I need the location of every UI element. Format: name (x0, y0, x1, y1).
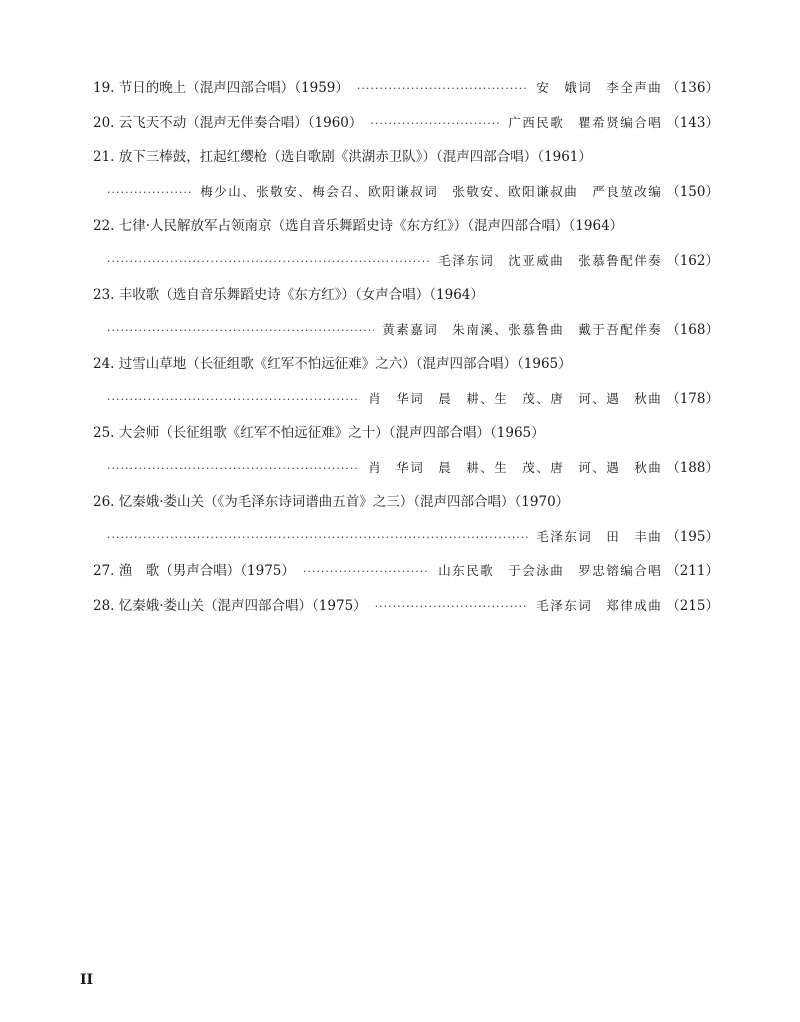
toc-entry[interactable] (93, 214, 719, 249)
entry-title: 28. 忆秦娥·娄山关（混声四部合唱）（1975） (93, 597, 367, 614)
dot-leader (107, 531, 528, 544)
toc-entry[interactable] (93, 352, 719, 387)
toc-entry[interactable] (93, 283, 719, 318)
entry-credit: 毛泽东词 沈亚威曲 张慕鲁配伴奏 (438, 252, 663, 268)
entry-title: 25. 大会师（长征组歌《红军不怕远征难》之十）（混声四部合唱）（1965） (93, 425, 545, 441)
entry-title: 21. 放下三棒鼓，扛起红缨枪（选自歌剧《洪湖赤卫队》）（混声四部合唱）（1961） (93, 149, 592, 165)
toc-entry[interactable] (93, 421, 719, 456)
entry-credit: 毛泽东词 田 丰曲 (536, 528, 663, 544)
toc-entry-continuation[interactable] (93, 318, 719, 353)
entry-credit: 肖 华词 晨 耕、生 茂、唐 诃、遇 秋曲 (368, 390, 663, 406)
entry-credit: 毛泽东词 郑律成曲 (536, 597, 663, 613)
entry-page: （215） (666, 597, 719, 614)
entry-page: （211） (666, 563, 719, 579)
toc-entry[interactable] (93, 111, 719, 146)
entry-title: 24. 过雪山草地（长征组歌《红军不怕远征难》之六）（混声四部合唱）（1965） (93, 356, 572, 372)
toc-entry[interactable] (93, 594, 719, 629)
entry-credit: 广西民歌 瞿希贤编合唱 (508, 114, 663, 130)
toc-entry-continuation[interactable] (93, 387, 719, 422)
toc-entry[interactable] (93, 490, 719, 525)
toc-entry-continuation[interactable] (93, 525, 719, 560)
entry-credit: 山东民歌 于会泳曲 罗忠镕编合唱 (438, 563, 663, 578)
dot-leader (303, 565, 430, 578)
entry-title: 23. 丰收歌（选自音乐舞蹈史诗《东方红》）（女声合唱）（1964） (93, 287, 484, 303)
entry-page: （178） (666, 390, 719, 407)
dot-leader (375, 600, 529, 613)
entry-credit: 安 娥词 李全声曲 (536, 80, 663, 95)
entry-title: 27. 渔 歌（男声合唱）（1975） (93, 563, 295, 579)
dot-leader (107, 255, 430, 268)
entry-title: 26. 忆秦娥·娄山关（《为毛泽东诗词谱曲五首》之三）（混声四部合唱）（1970） (93, 494, 570, 510)
toc-entry[interactable] (93, 76, 719, 111)
entry-title: 19. 节日的晚上（混声四部合唱）（1959） (93, 80, 349, 96)
entry-credit: 黄素嘉词 朱南溪、张慕鲁曲 戴于吾配伴奏 (382, 321, 663, 337)
entry-page: （195） (666, 528, 719, 545)
dot-leader (370, 117, 500, 130)
entry-page: （188） (666, 459, 719, 476)
entry-page: （150） (666, 183, 719, 200)
table-of-contents (93, 76, 719, 628)
entry-page: （162） (666, 252, 719, 269)
entry-title: 20. 云飞天不动（混声无伴奏合唱）（1960） (93, 114, 363, 131)
toc-entry-continuation[interactable] (93, 456, 719, 491)
dot-leader (107, 186, 192, 199)
toc-entry[interactable] (93, 145, 719, 180)
toc-entry[interactable] (93, 559, 719, 594)
toc-entry-continuation[interactable] (93, 180, 719, 215)
page-number: II (80, 972, 94, 988)
entry-page: （168） (666, 321, 719, 338)
dot-leader (107, 324, 374, 337)
entry-credit: 梅少山、张敬安、梅会召、欧阳谦叔词 张敬安、欧阳谦叔曲 严良堃改编 (200, 183, 663, 199)
dot-leader (107, 393, 360, 406)
entry-page: （143） (666, 114, 719, 131)
entry-credit: 肖 华词 晨 耕、生 茂、唐 诃、遇 秋曲 (368, 459, 663, 475)
dot-leader (107, 462, 360, 475)
dot-leader (357, 82, 528, 95)
entry-title: 22. 七律·人民解放军占领南京（选自音乐舞蹈史诗《东方红》）（混声四部合唱）（1964） (93, 218, 624, 234)
toc-entry-continuation[interactable] (93, 249, 719, 284)
entry-page: （136） (666, 80, 719, 96)
